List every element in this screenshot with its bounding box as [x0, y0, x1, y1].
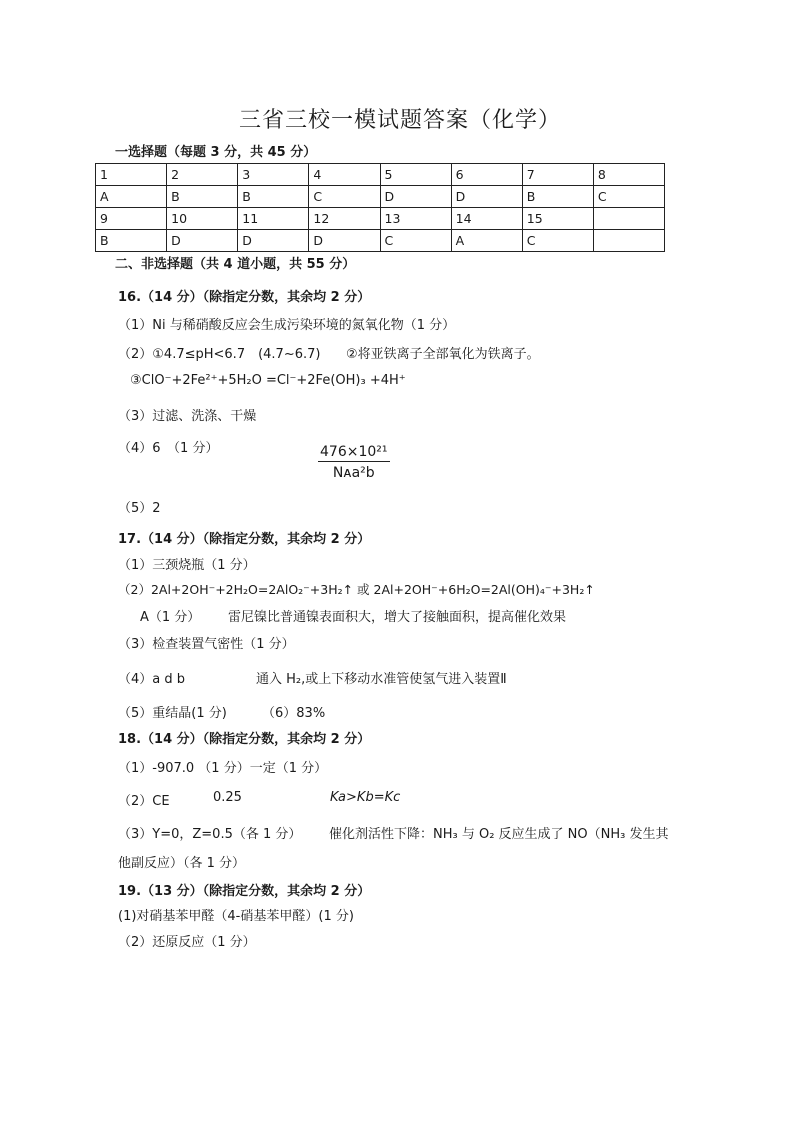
q17-line-3b: 雷尼镍比普通镍表面积大，增大了接触面积，提高催化效果: [228, 610, 567, 625]
q16-equation: ③ClO⁻+2Fe²⁺+5H₂O =Cl⁻+2Fe(OH)₃ +4H⁺: [130, 373, 406, 388]
q19-header: 19.（13 分）（除指定分数，其余均 2 分）: [118, 884, 371, 899]
q16-line-4: （4）6 （1 分）: [118, 441, 219, 456]
answer-table-cell: 1: [96, 164, 167, 186]
q18-line-2b: 0.25: [213, 790, 242, 805]
answer-table-cell: D: [167, 230, 238, 252]
answer-table-cell: D: [309, 230, 380, 252]
answer-table-cell: 6: [451, 164, 522, 186]
answer-table-cell: 9: [96, 208, 167, 230]
answer-table-cell: B: [522, 186, 593, 208]
formula-denominator: Nᴀa²b: [332, 465, 375, 481]
answer-table-cell: 14: [451, 208, 522, 230]
q17-line-6b: （6）83%: [262, 706, 326, 721]
q18-line-2a: （2）CE: [118, 794, 170, 809]
answer-table: [95, 163, 665, 252]
answer-table-row: [96, 186, 665, 208]
answer-table-cell: 7: [522, 164, 593, 186]
answer-table-cell: 13: [380, 208, 451, 230]
q17-line-5a: （4）a d b: [118, 672, 186, 687]
q19-line-1: (1)对硝基苯甲醛（4-硝基苯甲醛）(1 分): [118, 909, 354, 924]
answer-table-cell: B: [238, 186, 309, 208]
answer-table-cell: B: [96, 230, 167, 252]
answer-table-row: [96, 164, 665, 186]
answer-table-cell: B: [167, 186, 238, 208]
answer-table-cell: 12: [309, 208, 380, 230]
answer-table-cell: C: [593, 186, 664, 208]
q18-line-4: 他副反应）（各 1 分）: [118, 856, 246, 871]
part1-heading: 一选择题（每题 3 分，共 45 分）: [115, 145, 317, 160]
answer-table-cell: C: [380, 230, 451, 252]
q17-line-4: （3）检查装置气密性（1 分）: [118, 637, 295, 652]
answer-table-cell: 11: [238, 208, 309, 230]
q16-line-2a: （2）①4.7≤pH<6.7 (4.7~6.7): [118, 347, 321, 362]
q16-line-5: （5）2: [118, 501, 161, 516]
formula-numerator: 476×10²¹: [320, 444, 388, 460]
answer-table-cell: D: [238, 230, 309, 252]
q17-line-1: （1）三颈烧瓶（1 分）: [118, 558, 256, 573]
answer-table-cell: C: [522, 230, 593, 252]
q16-line-3: （3）过滤、洗涤、干燥: [118, 409, 257, 424]
q16-line-2b: ②将亚铁离子全部氧化为铁离子。: [346, 347, 540, 362]
answer-table-cell: C: [309, 186, 380, 208]
answer-table-cell: D: [380, 186, 451, 208]
answer-table-row: [96, 230, 665, 252]
answer-table-cell: [593, 208, 664, 230]
page-title: 三省三校一模试题答案（化学）: [238, 108, 561, 133]
q17-line-3a: A（1 分）: [140, 610, 201, 625]
answer-table-cell: 10: [167, 208, 238, 230]
answer-table-cell: 5: [380, 164, 451, 186]
answer-table-cell: [593, 230, 664, 252]
q17-line-5b: 通入 H₂,或上下移动水准管使氢气进入装置Ⅱ: [256, 672, 507, 687]
density-formula: [318, 444, 390, 481]
answer-table-cell: 2: [167, 164, 238, 186]
q16-line-1: （1）Ni 与稀硝酸反应会生成污染环境的氮氧化物（1 分）: [118, 318, 456, 333]
q18-header: 18.（14 分）（除指定分数，其余均 2 分）: [118, 732, 371, 747]
q16-header: 16.（14 分）（除指定分数，其余均 2 分）: [118, 290, 371, 305]
answer-table-cell: 8: [593, 164, 664, 186]
q18-line-1: （1）-907.0 （1 分）一定（1 分）: [118, 761, 328, 776]
q18-line-2c: Ka>Kb=Kc: [330, 790, 401, 805]
part2-heading: 二、非选择题（共 4 道小题，共 55 分）: [115, 257, 356, 272]
answer-table-cell: A: [451, 230, 522, 252]
answer-table-cell: A: [96, 186, 167, 208]
answer-table-row: [96, 208, 665, 230]
q19-line-2: （2）还原反应（1 分）: [118, 935, 256, 950]
q17-line-6a: （5）重结晶(1 分): [118, 706, 227, 721]
q18-line-3b: 催化剂活性下降：NH₃ 与 O₂ 反应生成了 NO（NH₃ 发生其: [329, 827, 669, 842]
answer-table-cell: 4: [309, 164, 380, 186]
q17-header: 17.（14 分）（除指定分数，其余均 2 分）: [118, 532, 371, 547]
q17-line-2: （2）2Al+2OH⁻+2H₂O=2AlO₂⁻+3H₂↑ 或 2Al+2OH⁻+6H₂O=2Al(OH)₄⁻+3H₂↑: [118, 582, 595, 597]
q18-line-3a: （3）Y=0，Z=0.5（各 1 分）: [118, 827, 302, 842]
answer-table-cell: 15: [522, 208, 593, 230]
answer-table-cell: D: [451, 186, 522, 208]
answer-table-cell: 3: [238, 164, 309, 186]
